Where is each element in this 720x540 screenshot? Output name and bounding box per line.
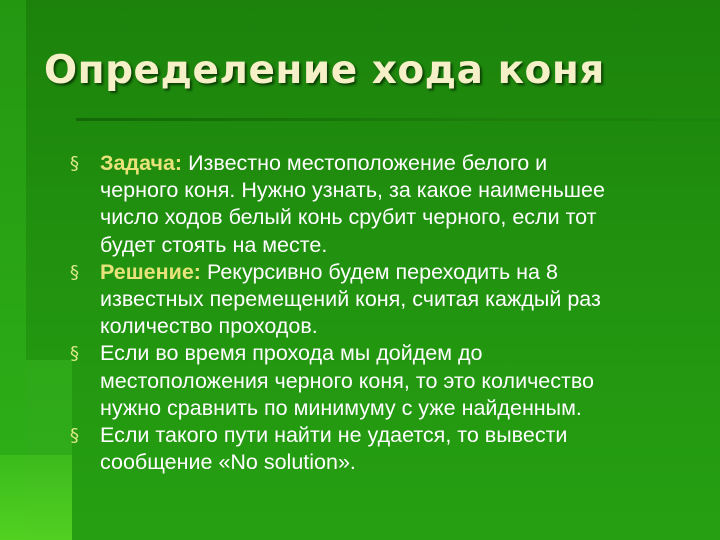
item-line: число ходов белый конь срубит черного, если тот	[100, 205, 597, 230]
item-line: сообщение «No solution».	[100, 450, 356, 475]
bullet-item-solution	[70, 259, 690, 341]
item-line: Если такого пути найти не удается, то вывести	[100, 423, 568, 448]
section-sign-bullet-icon: §	[70, 425, 79, 447]
bullet-item-no-solution	[70, 422, 690, 476]
item-text: Известно местоположение белого и	[182, 151, 548, 175]
bullet-list	[70, 150, 690, 476]
bullet-item-task	[70, 150, 690, 259]
bullet-item-compare	[70, 340, 690, 422]
item-label: Задача:	[100, 151, 183, 175]
item-line: Если во время прохода мы дойдем до	[100, 341, 483, 366]
item-label: Решение:	[100, 259, 201, 284]
item-line	[100, 259, 690, 286]
section-sign-bullet-icon: §	[70, 261, 79, 283]
section-sign-bullet-icon: §	[70, 343, 79, 365]
item-line: будет стоять на месте.	[100, 232, 328, 257]
section-sign-bullet-icon: §	[70, 153, 79, 174]
title-divider	[76, 118, 720, 121]
item-line: известных перемещений коня, считая каждый раз	[100, 287, 601, 312]
bottom-left-accent	[0, 455, 72, 540]
item-text: Рекурсивно будем переходить на 8	[200, 259, 558, 284]
item-line: местоположения черного коня, то это количество	[100, 368, 594, 393]
item-line: количество проходов.	[100, 314, 318, 339]
item-line: нужно сравнить по минимуму с уже найденным.	[100, 395, 582, 420]
item-line	[100, 150, 690, 177]
item-line: черного коня. Нужно узнать, за какое наименьшее	[100, 178, 605, 203]
slide-title: Определение хода коня	[44, 48, 605, 93]
